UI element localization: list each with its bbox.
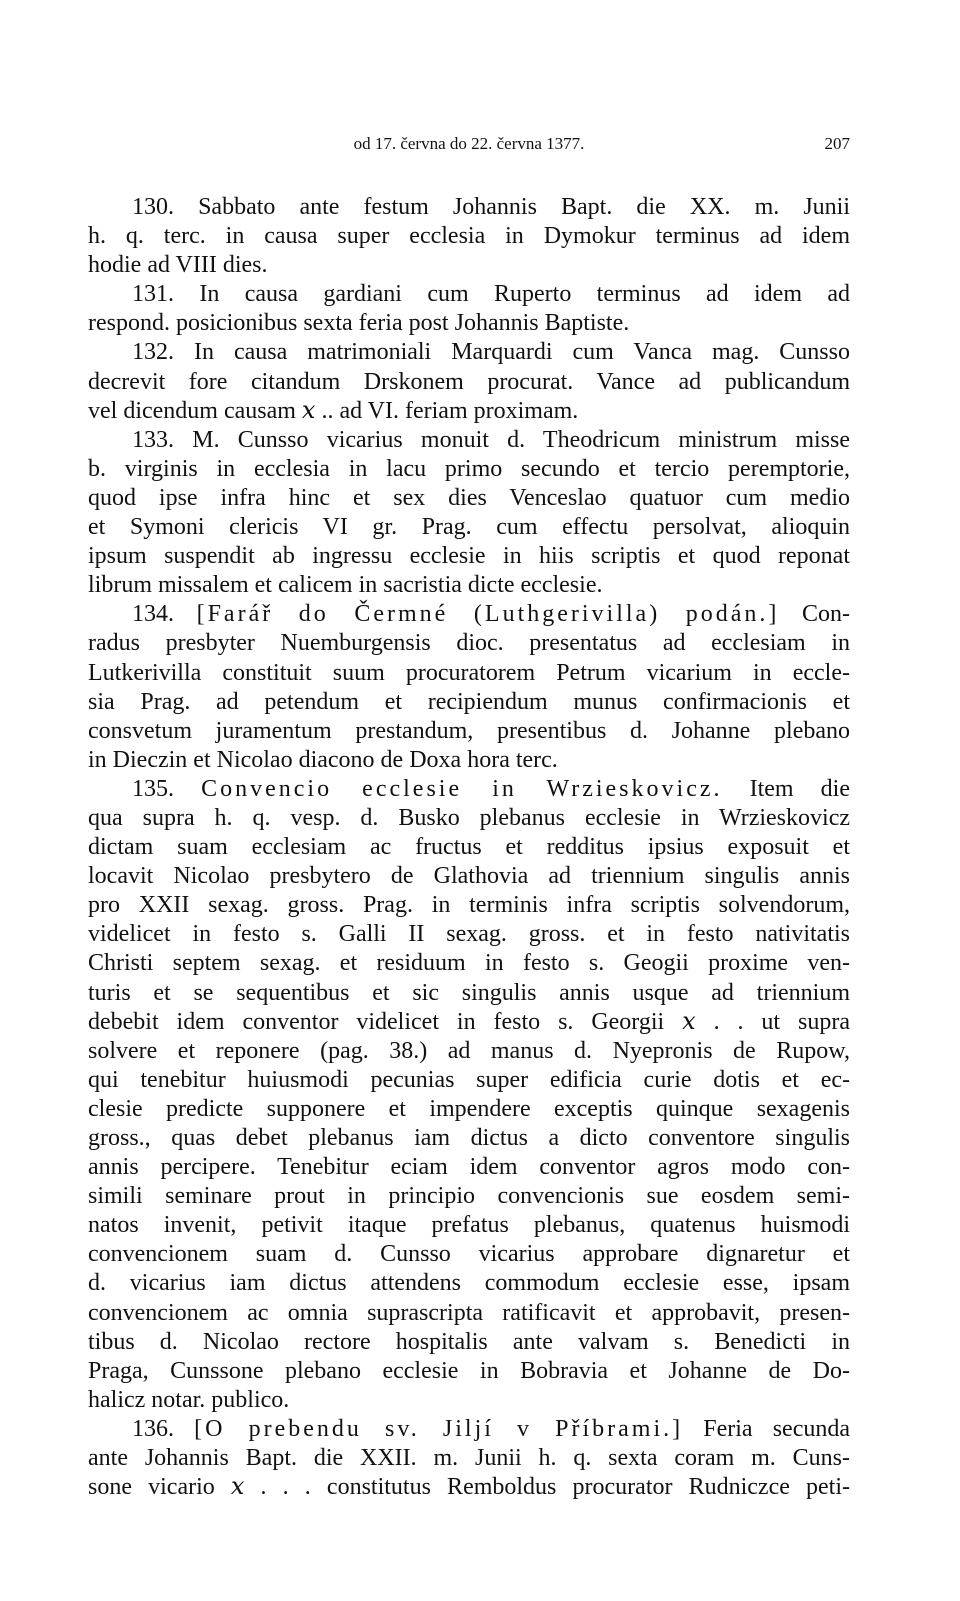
entry-135 — [88, 775, 850, 1415]
text-line: vel dicendum causam 𝑥 .. ad VI. feriam proximam. — [88, 397, 579, 424]
text-line: debebit idem conventor videlicet in festo s. Georgii 𝑥 . . ut supra — [88, 1008, 850, 1035]
text-line: clesie predicte supponere et impendere exceptis quinque sexagenis — [88, 1095, 850, 1122]
text-line — [88, 600, 850, 629]
text-line: sone vicario 𝑥 . . . constitutus Remboldus procurator Rudniczce peti- — [88, 1474, 850, 1501]
entry-130 — [88, 193, 850, 280]
text-line — [88, 775, 850, 804]
text-line: simili seminare prout in principio convencionis sue eosdem semi- — [88, 1183, 850, 1210]
entry-134 — [88, 600, 850, 775]
entry-132 — [88, 338, 850, 425]
text-line: respond. posicionibus sexta feria post Johannis Baptiste. — [88, 310, 630, 337]
text-line: b. virginis in ecclesia in lacu primo secundo et tercio peremptorie, — [88, 455, 850, 482]
text-line: decrevit fore citandum Drskonem procurat. Vance ad publicandum — [88, 368, 850, 395]
text-line: convencionem ac omnia suprascripta ratificavit et approbavit, presen- — [88, 1299, 850, 1326]
text-line: videlicet in festo s. Galli II sexag. gross. et in festo nativitatis — [88, 921, 850, 948]
entry-136 — [88, 1415, 850, 1502]
text-line: convencionem suam d. Cunsso vicarius approbare dignaretur et — [88, 1241, 850, 1268]
text-line: d. vicarius iam dictus attendens commodum ecclesie esse, ipsam — [88, 1270, 850, 1297]
text-line: 133. M. Cunsso vicarius monuit d. Theodricum ministrum misse — [132, 426, 850, 453]
text-line: tibus d. Nicolao rectore hospitalis ante valvam s. Benedicti in — [88, 1328, 850, 1355]
text-line: qua supra h. q. vesp. d. Busko plebanus ecclesie in Wrzieskovicz — [88, 804, 850, 831]
text-line: hodie ad VIII dies. — [88, 252, 268, 279]
text-line: 130. Sabbato ante festum Johannis Bapt. die XX. m. Junii — [132, 194, 850, 220]
spaced-heading: [O prebendu sv. Jiljí v Příbrami.] — [194, 1415, 684, 1442]
entry-133 — [88, 426, 850, 601]
text-line: pro XXII sexag. gross. Prag. in terminis infra scriptis solvendorum, — [88, 892, 850, 919]
text-fragment: Feria secunda — [683, 1415, 850, 1442]
entry-number: 136. — [132, 1415, 174, 1442]
text-line: librum missalem et calicem in sacristia dicte ecclesie. — [88, 572, 603, 599]
text-fragment: Con- — [779, 601, 850, 628]
running-head-title: od 17. června do 22. června 1377. — [353, 134, 585, 153]
text-line: Lutkerivilla constituit suum procuratorem Petrum vicarium in eccle- — [88, 659, 850, 686]
text-line: radus presbyter Nuemburgensis dioc. presentatus ad ecclesiam in — [88, 630, 850, 657]
text-line: 132. In causa matrimoniali Marquardi cum Vanca mag. Cunsso — [132, 339, 850, 366]
text-line: dictam suam ecclesiam ac fructus et redditus ipsius exposuit et — [88, 834, 850, 861]
spaced-heading: Convencio ecclesie in Wrzieskovicz. — [201, 775, 723, 802]
text-line: consvetum juramentum prestandum, presentibus d. Johanne plebano — [88, 717, 850, 744]
text-line: solvere et reponere (pag. 38.) ad manus d. Nyepronis de Rupow, — [88, 1037, 850, 1064]
text-line: h. q. terc. in causa super ecclesia in Dymokur terminus ad idem — [88, 223, 850, 250]
entry-number: 134. — [132, 601, 174, 628]
text-line: halicz notar. publico. — [88, 1386, 290, 1413]
text-line: annis percipere. Tenebitur eciam idem conventor agros modo con- — [88, 1154, 850, 1181]
entry-131 — [88, 280, 850, 338]
text-line: ante Johannis Bapt. die XXII. m. Junii h. q. sexta coram m. Cuns- — [88, 1445, 850, 1472]
text-line: Christi septem sexag. et residuum in festo s. Geogii proxime ven- — [88, 950, 850, 977]
text-line: ipsum suspendit ab ingressu ecclesie in hiis scriptis et quod reponat — [88, 543, 850, 570]
document-body — [88, 193, 850, 1502]
text-line: turis et se sequentibus et sic singulis annis usque ad triennium — [88, 979, 850, 1006]
text-line: quod ipse infra hinc et sex dies Venceslao quatuor cum medio — [88, 484, 850, 511]
running-head — [88, 134, 850, 156]
text-line — [88, 1415, 850, 1444]
text-line: gross., quas debet plebanus iam dictus a dicto conventore singulis — [88, 1125, 850, 1151]
entry-number: 135. — [132, 775, 174, 802]
text-line: 131. In causa gardiani cum Ruperto terminus ad idem ad — [132, 281, 850, 308]
spaced-heading: [Farář do Čermné (Luthgerivilla) podán.] — [196, 601, 780, 628]
text-line: in Dieczin et Nicolao diacono de Doxa hora terc. — [88, 746, 558, 773]
text-line: locavit Nicolao presbytero de Glathovia ad triennium singulis annis — [88, 863, 850, 890]
page-number: 207 — [824, 134, 850, 153]
text-fragment: Item die — [722, 775, 850, 802]
text-line: sia Prag. ad petendum et recipiendum munus confirmacionis et — [88, 688, 850, 715]
text-line: et Symoni clericis VI gr. Prag. cum effectu persolvat, alioquin — [88, 514, 850, 541]
text-line: natos invenit, petivit itaque prefatus plebanus, quatenus huismodi — [88, 1212, 850, 1239]
text-line: Praga, Cunssone plebano ecclesie in Bobravia et Johanne de Do- — [88, 1357, 850, 1384]
text-line: qui tenebitur huiusmodi pecunias super edificia curie dotis et ec- — [88, 1066, 850, 1093]
